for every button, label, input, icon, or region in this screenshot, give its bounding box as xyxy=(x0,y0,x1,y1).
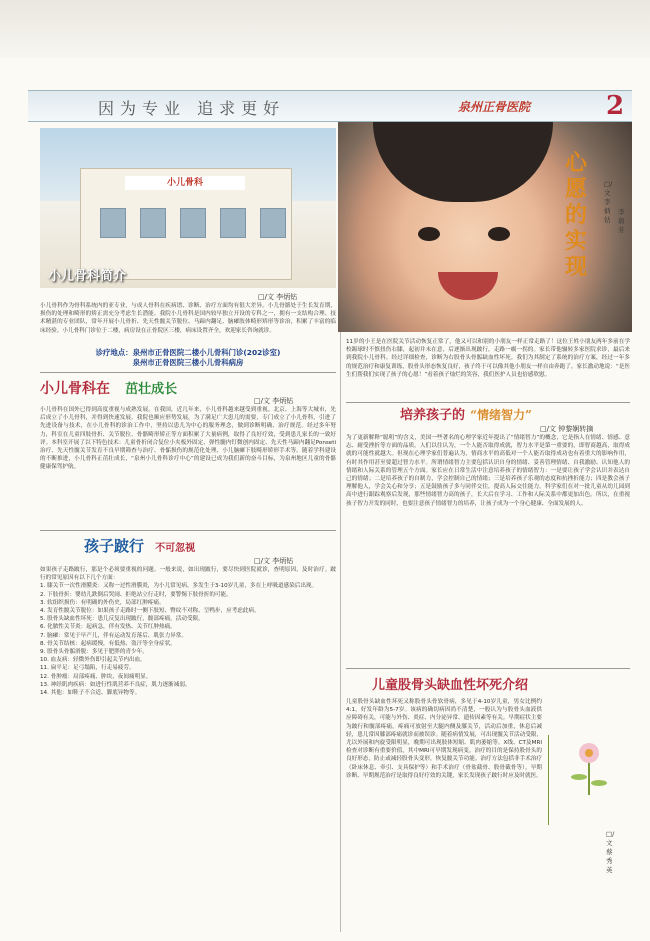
limp-item: 5. 股骨头缺血性坏死：患儿反复出现跛行，髋部疼痛，活动受限。 xyxy=(40,616,204,623)
wish-title: 心愿的实现 xyxy=(564,150,587,280)
page-top-margin xyxy=(0,0,650,58)
banner-slogan: 因为专业 追求更好 xyxy=(98,99,286,118)
wish-byline-2: 李碧芳 xyxy=(618,208,625,234)
limp-headline xyxy=(84,535,195,556)
limp-item: 3. 软组织损伤：有明确的外伤史，局部红肿疼痛。 xyxy=(40,599,165,606)
flower-illustration xyxy=(548,735,629,825)
intel-byline: □/文 钟黎娴转摘 xyxy=(540,425,594,433)
limp-item: 10. 血友病：轻微外伤即引起关节内出血。 xyxy=(40,657,146,664)
page-banner xyxy=(28,90,632,122)
child-mouth xyxy=(438,272,498,300)
intel-title: 培养孩子的 xyxy=(400,408,466,423)
wish-body: 11岁的小王是在医院关节活动恢复正常了，他又可以和别的小朋友一样正常走路了！这位王姓小朋友两年多前在学校踢球时不慎扭伤右膝，起初并未在意，后逐渐出现跛行，走路一瘸一拐的。家长带他辗转多家医院求诊，最后来到我院小儿骨科。经过详细检查，诊断为右股骨头骨骺缺血性坏死。我们为其制定了系统的治疗方案，经过一年多的规范治疗和康复训练，股骨头形态恢复良好，孩子终于可以像其他小朋友一样自由奔跑了。家长激动地说：“是医生们帮我们实现了孩子的心愿！”看着孩子灿烂的笑容，我们医护人员也倍感欣慰。 xyxy=(346,339,630,378)
hospital-photo xyxy=(40,128,336,288)
page-number: 2 xyxy=(606,91,625,121)
limp-intro: 如果孩子走路跛行，那是个必须要重视的问题。一般来说，如出现跛行，要尽快到医院就诊，查明原因，及时治疗。跛行的常见原因有以下几个方面： xyxy=(40,567,336,582)
address-line-2: 泉州市正骨医院三楼小儿骨科病房 xyxy=(132,358,244,367)
child-eye xyxy=(418,227,440,241)
intro-body: 小儿骨科作为骨科系统内的亚专业，与成人骨科在疾病谱、诊断、治疗方面均有很大差异。小儿骨骼处于生长发育期，损伤的处理和畸形的矫正需充分考虑生长潜能。我院小儿骨科是国内较早独立开设的专科之一，拥有一支结构合理、技术精湛的专业团队，常年开展小儿骨折、先天性髋关节脱位、马蹄内翻足、脑瘫肢体畸形矫形等诊治，积累了丰富的临床经验。小儿骨科门诊位于二楼，病房设在正骨院区三楼，病床设置齐全，欢迎家长咨询就诊。 xyxy=(40,303,336,334)
window xyxy=(140,208,166,238)
limp-item: 7. 脑瘫：常见于早产儿，伴有运动发育落后、肌张力异常。 xyxy=(40,632,187,639)
necrosis-byline: □/文 蔡秀英 xyxy=(606,830,615,874)
intel-body: 为了更新解释“聪明”的含义，美国一些著名的心理学家近年提出了“情绪智力”的概念，它是指人在情绪、情感、意志、耐受挫折等方面的品质。人们以往认为，一个人能否取得成就，智力水平是第一重要的，即智商越高，取得成就的可能性就越大。但现在心理学家们普遍认为，情商水平的高低对一个人能否取得成功也有着重大的影响作用，有时其作用甚至要超过智力水平。所谓情绪智力主要包括认识自身的情绪、妥善管理情绪、自我激励、认知他人的情绪和人际关系的管理五个方面。家长应在日常生活中注意培养孩子的情绪智力：一是要让孩子学会认识并表达自己的情绪；二是培养孩子的自制力，学会控制自己的情绪；三是培养孩子乐观的态度和抗挫折能力；四是教会孩子理解他人，学会关心和分享；五是鼓励孩子多与同伴交往，提高人际交往能力。科学家们在对一批儿童从幼儿园到高中进行跟踪观察后发现，那些情绪智力高的孩子，长大后在学习、工作和人际关系中都更加出色。所以，在重视孩子智力开发的同时，也要注意孩子情绪智力的培养，让孩子成为一个身心健康、全面发展的人。 xyxy=(346,435,630,507)
hospital-sign: 小儿骨科 xyxy=(125,176,245,190)
divider xyxy=(346,668,630,669)
limp-item: 2. 下肢骨折：婴幼儿跌倒后哭闹、拒绝站立行走时，要警惕下肢骨折的可能。 xyxy=(40,591,232,598)
growth-headline xyxy=(40,378,177,398)
limp-body xyxy=(40,566,336,931)
limp-title: 孩子跛行 xyxy=(84,537,145,555)
intel-title-tail: “情绪智力” xyxy=(470,408,532,422)
limp-item: 4. 发育性髋关节脱位：如果孩子走路时一侧下肢短、臀纹不对称、呈鸭步，应考虑此病。 xyxy=(40,608,260,615)
window xyxy=(260,208,286,238)
window xyxy=(100,208,126,238)
child-eye xyxy=(488,227,510,241)
wish-byline-1: □/文 李炳钻 xyxy=(604,180,613,224)
flower-icon xyxy=(549,735,629,795)
limp-item: 13. 神经肌肉疾病：如进行性肌营养不良症，肌力逐渐减弱。 xyxy=(40,681,191,688)
divider xyxy=(40,372,336,373)
address-line-1: 诊疗地点：泉州市正骨医院二楼小儿骨科门诊(202诊室) xyxy=(95,348,281,357)
growth-byline: □/文 李炳钻 xyxy=(254,397,294,405)
growth-body: 小儿骨科在国外已得到高度重视与成熟发展。在我国，近几年来，小儿骨科越来越受到重视。北京、上海等大城市，先后成立了小儿骨科，并得到快速发展。我院也顺应形势发展，为了满足广大患儿的需要，专门成立了小儿骨科，引进了先进设备与技术，在小儿骨科的诊治工作中，坚持以患儿为中心的服务理念，做到诊断明确、治疗规范。经过多年努力，科室在儿童四肢骨折、关节脱位、骨骼畸形矫正等方面积累了大量病例，取得了良好疗效，受到患儿家长的一致好评。本科室开展了以下特色技术：儿童骨折闭合复位小夹板外固定、弹性髓内钉微创内固定、先天性马蹄内翻足Ponseti治疗、先天性髋关节发育不良早期筛查与治疗、骨骺损伤的规范化处理、小儿脑瘫下肢畸形矫形手术等。随着学科建设的不断推进，小儿骨科正茁壮成长，“泉州小儿骨科诊疗中心”的建设已成为我们新的奋斗目标，为泉州地区儿童的骨骼健康保驾护航。 xyxy=(40,407,336,471)
limp-item: 14. 其他：如鞋子不合适、脚底异物等。 xyxy=(40,690,141,697)
masthead-title: 泉州正骨医院 xyxy=(458,100,531,114)
limp-item: 6. 化脓性关节炎：起病急，伴有发热、关节红肿热痛。 xyxy=(40,624,176,631)
limp-byline: □/文 李炳钻 xyxy=(254,557,294,565)
necrosis-title: 儿童股骨头缺血性坏死介绍 xyxy=(372,678,529,693)
limp-item: 1. 膝关节一次性滑膜炎：又称一过性滑膜炎，为小儿常见病，多发生于3-10岁儿童，多在上呼吸道感染后出现。 xyxy=(40,583,318,590)
address-block xyxy=(40,348,336,368)
divider xyxy=(346,402,630,403)
child-hair xyxy=(373,122,553,202)
necrosis-body-bottom xyxy=(346,824,596,932)
window xyxy=(220,208,246,238)
divider xyxy=(40,530,336,531)
window xyxy=(180,208,206,238)
growth-title-tail: 茁壮成长 xyxy=(125,382,178,397)
limp-item: 8. 骨关节结核：起病缓慢，有低热、盗汗等全身症状。 xyxy=(40,640,176,647)
limp-item: 12. 骨肿瘤：局部疼痛、肿块，夜间痛明显。 xyxy=(40,673,152,680)
limp-item: 9. 股骨头骨骺滑脱：多见于肥胖的青少年。 xyxy=(40,649,148,656)
growth-title: 小儿骨科在 xyxy=(40,381,110,397)
limp-item: 11. 扁平足：足弓塌陷，行走易疲劳。 xyxy=(40,665,135,672)
intro-byline: □/文 李炳钻 xyxy=(258,293,298,301)
intel-headline xyxy=(400,404,532,423)
limp-title-tail: 不可忽视 xyxy=(155,543,196,554)
photo-caption: 小儿骨科简介 xyxy=(48,269,127,284)
necrosis-body-top: 儿童股骨头缺血性坏死又称股骨头骨软骨病，多见于4-10岁儿童，男女比例约4:1，好发年龄为5-7岁。该病的确切病因尚不清楚，一般认为与股骨头血液供应障碍有关，可能与外伤、炎症、内分泌异常、遗传因素等有关。早期症状主要为跛行和髋部疼痛，疼痛可放射至大腿内侧及膝关节，活动后加重，休息后减轻，患儿常因膝部疼痛就诊而被误诊。随着病情发展，可出现髋关节活动受限，尤以外展和内旋受限明显，晚期可出现肢体短缩、肌肉萎缩等。X线、CT及MRI检查对诊断有重要价值，其中MRI可早期发现病变。治疗的目的是保持股骨头的良好形态，防止或减轻股骨头变形，恢复髋关节功能。治疗方法包括非手术治疗（卧床休息、牵引、支具保护等）和手术治疗（骨盆截骨、股骨截骨等）。早期诊断、早期规范治疗是取得良好疗效的关键，家长发现孩子跛行时应及时就医。 xyxy=(346,699,542,779)
